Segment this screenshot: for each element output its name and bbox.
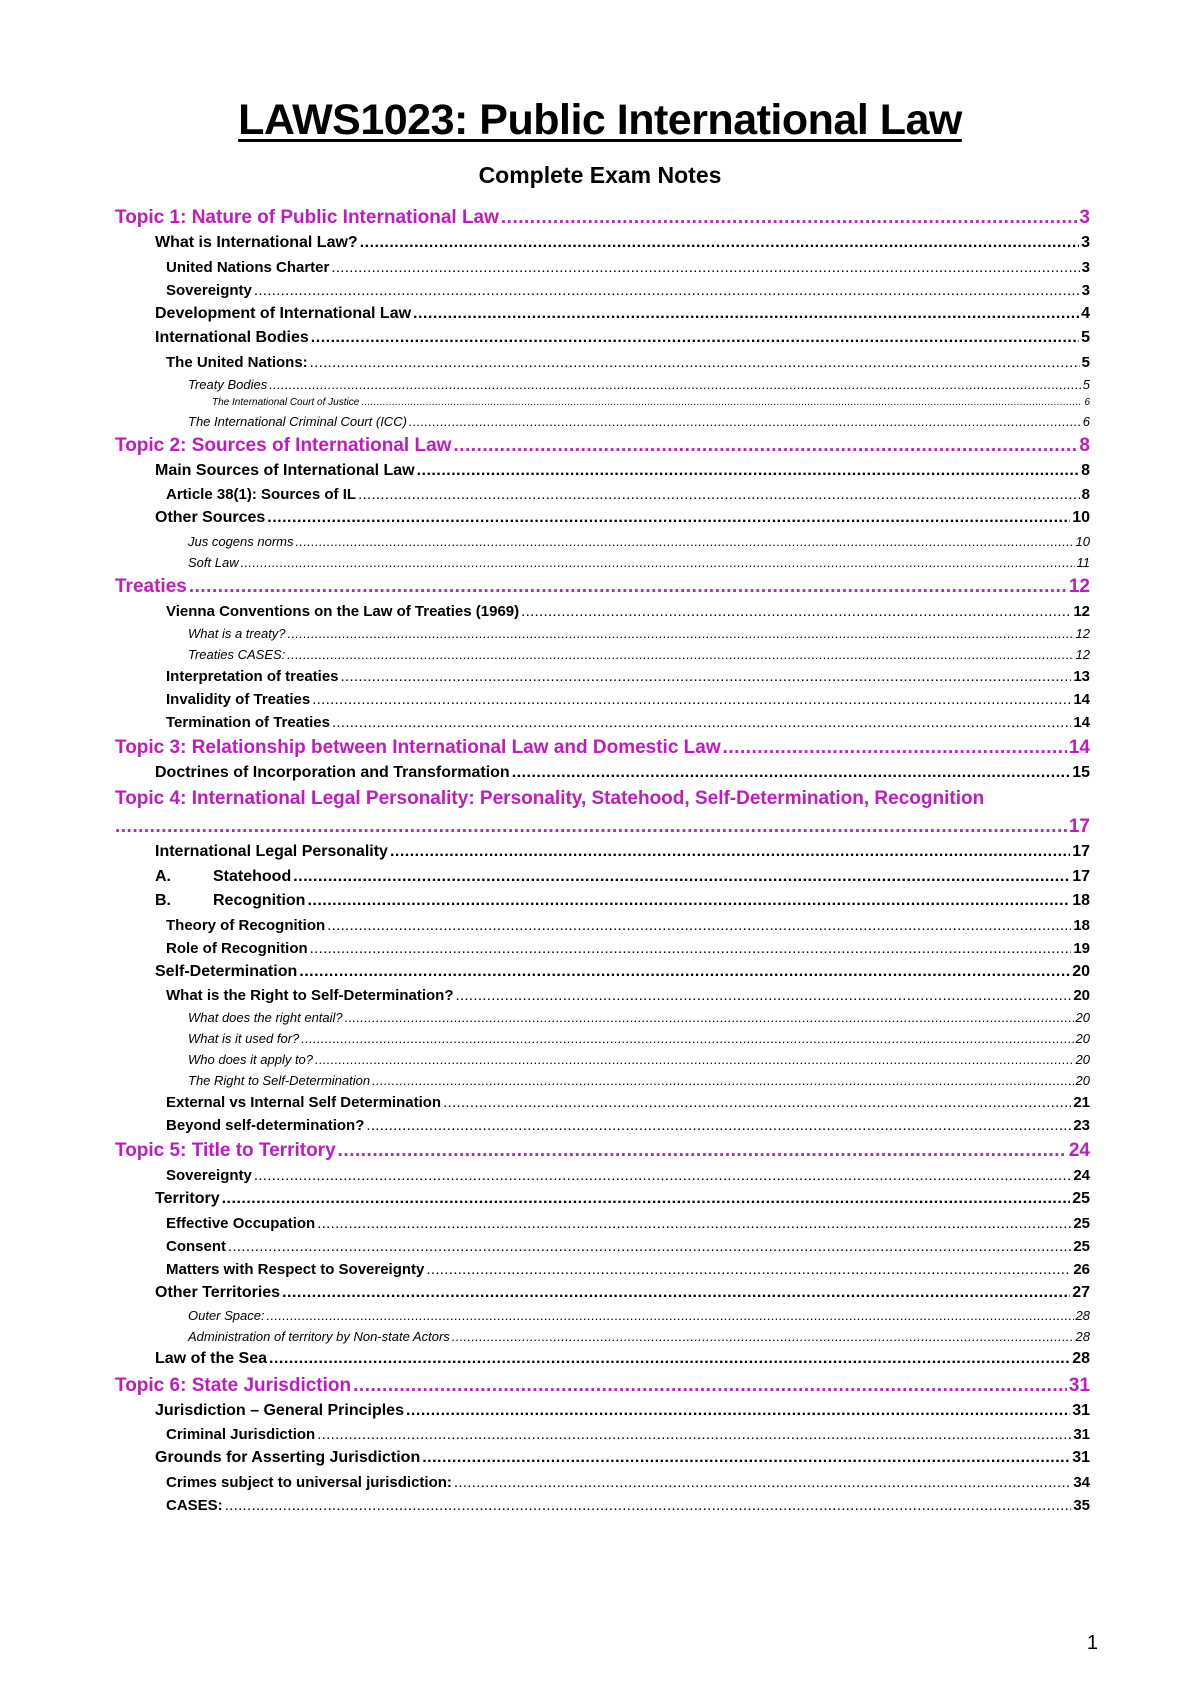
toc-page-number: 12 <box>1073 602 1090 620</box>
toc-entry-text: Theory of Recognition <box>166 916 326 934</box>
toc-entry[interactable] <box>115 351 1090 374</box>
dot-leader <box>372 1070 1073 1091</box>
dot-leader <box>287 644 1073 665</box>
toc-entry[interactable] <box>115 1446 1090 1471</box>
toc-entry[interactable] <box>115 1305 1090 1326</box>
toc-entry[interactable] <box>115 623 1090 644</box>
toc-page-number: 20 <box>1075 1052 1090 1067</box>
toc-entry[interactable] <box>115 1187 1090 1212</box>
dot-leader <box>311 326 1079 351</box>
toc-entry-text: Other Sources <box>155 509 266 526</box>
toc-entry[interactable] <box>115 688 1090 711</box>
toc-entry-text: Doctrines of Incorporation and Transformation <box>155 763 510 781</box>
dot-leader <box>317 1423 1071 1446</box>
toc-topic-heading[interactable] <box>115 1373 1090 1399</box>
toc-page-number: 24 <box>1068 1140 1090 1161</box>
toc-entry-label <box>155 865 291 890</box>
toc-entry[interactable] <box>115 1423 1090 1446</box>
toc-entry[interactable] <box>115 711 1090 734</box>
toc-entry[interactable] <box>115 1326 1090 1347</box>
toc-page-number: 3 <box>1081 281 1090 299</box>
dot-leader <box>267 1305 1074 1326</box>
dot-leader <box>358 483 1080 506</box>
toc-entry[interactable] <box>115 600 1090 623</box>
toc-entry-text: Matters with Respect to Sovereignty <box>166 1260 425 1278</box>
dot-leader <box>288 623 1074 644</box>
toc-page-number: 8 <box>1081 461 1090 479</box>
toc-entry-text: Jurisdiction – General Principles <box>155 1401 404 1419</box>
toc-entry-text: What is it used for? <box>188 1031 300 1046</box>
page-number: 1 <box>1086 1632 1098 1654</box>
toc-page-number: 20 <box>1075 1010 1090 1025</box>
toc-page-number: 20 <box>1075 1073 1090 1088</box>
toc-entry[interactable] <box>115 960 1090 985</box>
toc-entry-text: Self-Determination <box>155 962 298 980</box>
dot-leader <box>723 735 1067 761</box>
toc-entry[interactable] <box>115 1164 1090 1187</box>
toc-entry-text: Interpretation of treaties <box>166 667 339 685</box>
toc-entry[interactable] <box>115 840 1090 865</box>
dot-leader <box>361 395 1082 411</box>
dot-leader <box>452 1326 1074 1347</box>
toc-entry-text: CASES: <box>166 1496 223 1514</box>
toc-entry[interactable] <box>115 1007 1090 1028</box>
toc-entry-text: Topic 3: Relationship between International Law and Domestic Law <box>115 736 721 758</box>
toc-entry-text: Treaty Bodies <box>188 376 268 392</box>
toc-entry[interactable] <box>115 1347 1090 1372</box>
toc-page-number: 31 <box>1072 1401 1090 1419</box>
toc-page-number: 8 <box>1079 434 1090 456</box>
toc-page-number: 25 <box>1072 1190 1090 1207</box>
dot-leader <box>317 1212 1071 1235</box>
toc-page-number: 12 <box>1068 575 1090 597</box>
toc-entry[interactable] <box>115 761 1090 786</box>
dot-leader <box>241 552 1075 573</box>
toc-entry[interactable] <box>115 1212 1090 1235</box>
toc-entry[interactable] <box>115 256 1090 279</box>
toc-entry-text: Law of the Sea <box>155 1350 268 1367</box>
toc-entry[interactable] <box>115 552 1090 573</box>
toc-topic-heading[interactable]: Topic 4: International Legal Personality: Personality, Statehood, Self-Determination, Recognition <box>115 788 985 809</box>
toc-entry[interactable] <box>115 1399 1090 1424</box>
dot-leader <box>413 302 1079 327</box>
toc-entry-text: The United Nations: <box>166 353 308 371</box>
toc-entry-text: Topic 5: Title to Territory <box>115 1140 336 1161</box>
toc-page-number: 20 <box>1075 1031 1090 1046</box>
toc-topic-heading[interactable] <box>115 574 1090 600</box>
dot-leader <box>512 761 1071 786</box>
toc-entry-text: Who does it apply to? <box>188 1052 314 1067</box>
toc-entry[interactable] <box>115 506 1090 531</box>
dot-leader <box>269 1347 1070 1372</box>
toc-entry-text: What is International Law? <box>155 234 358 251</box>
toc-entry-text: What is a treaty? <box>188 625 286 641</box>
dot-leader <box>269 374 1081 395</box>
toc-entry-text: Termination of Treaties <box>166 713 330 731</box>
dot-leader <box>222 1187 1071 1212</box>
dot-leader <box>315 1049 1074 1070</box>
toc-entry-text: International Legal Personality <box>155 843 388 860</box>
document-title: LAWS1023: Public International Law <box>238 96 962 144</box>
toc-page-number: 3 <box>1081 234 1090 251</box>
dot-leader <box>282 1281 1070 1306</box>
toc-entry-text: Main Sources of International Law <box>155 461 415 479</box>
dot-leader <box>501 205 1078 231</box>
table-of-contents <box>115 204 1090 1517</box>
toc-entry[interactable] <box>115 326 1090 351</box>
toc-entry-text: What does the right entail? <box>188 1010 343 1025</box>
toc-entry[interactable] <box>115 914 1090 937</box>
dot-leader <box>453 433 1077 459</box>
toc-entry-text: Criminal Jurisdiction <box>166 1426 316 1443</box>
toc-page-number: 13 <box>1073 667 1090 685</box>
dot-leader <box>390 840 1070 865</box>
toc-entry[interactable] <box>115 231 1090 256</box>
toc-page-number: 5 <box>1081 353 1090 371</box>
toc-page-number: 18 <box>1072 892 1090 909</box>
toc-entry-text: Beyond self-determination? <box>166 1117 365 1134</box>
toc-page-number: 12 <box>1075 646 1090 662</box>
dot-leader <box>189 574 1067 600</box>
dot-leader <box>341 665 1072 688</box>
toc-entry-text: Grounds for Asserting Jurisdiction <box>155 1449 421 1466</box>
dot-leader <box>228 1235 1071 1258</box>
toc-entry[interactable] <box>115 937 1090 960</box>
toc-entry-text: Role of Recognition <box>166 939 308 957</box>
toc-page-number: 18 <box>1073 916 1090 934</box>
dot-leader <box>267 506 1070 531</box>
toc-entry[interactable] <box>115 411 1090 432</box>
toc-entry-text: Administration of territory by Non-state Actors <box>188 1329 450 1344</box>
toc-page-number: 3 <box>1079 207 1090 228</box>
toc-entry-text: Invalidity of Treaties <box>166 690 311 708</box>
toc-entry[interactable] <box>115 1471 1090 1494</box>
toc-entry-text: Effective Occupation <box>166 1214 316 1232</box>
dot-leader <box>115 814 1067 840</box>
toc-entry-text: International Bodies <box>155 329 309 346</box>
toc-entry[interactable] <box>115 1235 1090 1258</box>
toc-entry-text: Other Territories <box>155 1283 281 1301</box>
toc-page-number: 31 <box>1068 1374 1090 1396</box>
toc-entry-text: Topic 1: Nature of Public International Law <box>115 207 499 228</box>
toc-entry[interactable] <box>115 1494 1090 1517</box>
toc-entry-text: Topic 6: State Jurisdiction <box>115 1374 352 1396</box>
toc-entry-text: Topic 2: Sources of International Law <box>115 434 452 456</box>
toc-entry[interactable] <box>115 889 1090 914</box>
toc-page-number: 20 <box>1073 987 1090 1004</box>
dot-leader <box>296 531 1074 552</box>
toc-entry[interactable] <box>115 1049 1090 1070</box>
toc-entry-text: Sovereignty <box>166 281 252 299</box>
dot-leader <box>254 1164 1071 1187</box>
dot-leader <box>353 1373 1067 1399</box>
toc-entry-text: Sovereignty <box>166 1167 252 1184</box>
toc-page-number: 35 <box>1073 1496 1090 1514</box>
toc-entry[interactable] <box>115 984 1090 1007</box>
dot-leader <box>426 1258 1071 1281</box>
dot-leader <box>443 1091 1071 1114</box>
dot-leader <box>301 1028 1073 1049</box>
toc-entry[interactable] <box>115 483 1090 506</box>
toc-entry-text: Consent <box>166 1237 226 1255</box>
toc-page-number: 21 <box>1073 1094 1090 1111</box>
toc-entry[interactable] <box>115 302 1090 327</box>
toc-page-number: 31 <box>1072 1449 1090 1466</box>
toc-entry[interactable] <box>115 1091 1090 1114</box>
toc-entry-text: Recognition <box>213 892 306 909</box>
toc-list-marker: A. <box>155 867 171 885</box>
dot-leader <box>456 984 1072 1007</box>
dot-leader <box>310 937 1072 960</box>
toc-page-number: 6 <box>1082 413 1090 429</box>
toc-page-number: 10 <box>1075 533 1090 549</box>
toc-entry[interactable] <box>115 1070 1090 1091</box>
toc-topic-heading[interactable] <box>115 205 1090 231</box>
toc-page-number: 26 <box>1073 1260 1090 1278</box>
toc-page-number: 25 <box>1073 1237 1090 1255</box>
dot-leader <box>310 351 1080 374</box>
toc-entry-text: Treaties CASES: <box>188 646 286 662</box>
toc-entry-text: What is the Right to Self-Determination? <box>166 987 454 1004</box>
dot-leader <box>307 889 1070 914</box>
toc-entry[interactable] <box>115 395 1090 411</box>
dot-leader <box>345 1007 1074 1028</box>
toc-page-number: 34 <box>1073 1473 1090 1491</box>
toc-entry-label <box>155 889 305 914</box>
toc-entry-continuation[interactable] <box>115 814 1090 840</box>
dot-leader <box>293 865 1070 890</box>
toc-entry-text: Jus cogens norms <box>188 533 294 549</box>
toc-list-marker: B. <box>155 892 171 909</box>
toc-entry-text: The Right to Self-Determination <box>188 1073 371 1088</box>
document-subtitle: Complete Exam Notes <box>478 162 722 188</box>
dot-leader <box>454 1471 1071 1494</box>
toc-entry[interactable] <box>115 1114 1090 1137</box>
toc-page-number: 17 <box>1068 816 1090 837</box>
dot-leader <box>366 1114 1071 1137</box>
toc-topic-heading[interactable] <box>115 1138 1090 1164</box>
toc-page-number: 14 <box>1068 736 1090 758</box>
toc-page-number: 11 <box>1076 554 1090 570</box>
toc-page-number: 14 <box>1073 713 1090 731</box>
toc-entry[interactable] <box>115 279 1090 302</box>
dot-leader <box>299 960 1070 985</box>
dot-leader <box>406 1399 1070 1424</box>
toc-entry-text: The International Criminal Court (ICC) <box>188 413 407 429</box>
toc-page-number: 20 <box>1072 962 1090 980</box>
dot-leader <box>422 1446 1070 1471</box>
toc-entry-text: The International Court of Justice <box>212 396 360 408</box>
toc-page-number: 5 <box>1081 329 1090 346</box>
toc-page-number: 5 <box>1082 376 1090 392</box>
toc-entry[interactable] <box>115 665 1090 688</box>
toc-entry[interactable] <box>115 1028 1090 1049</box>
dot-leader <box>327 914 1071 937</box>
dot-leader <box>521 600 1071 623</box>
toc-page-number: 8 <box>1081 486 1090 503</box>
toc-page-number: 28 <box>1075 1308 1090 1323</box>
toc-entry[interactable] <box>115 1258 1090 1281</box>
toc-page-number: 6 <box>1084 396 1090 408</box>
toc-topic-heading[interactable] <box>115 433 1090 459</box>
toc-page-number: 17 <box>1072 867 1090 885</box>
toc-page-number: 12 <box>1075 625 1090 641</box>
toc-page-number: 4 <box>1081 304 1090 322</box>
dot-leader <box>360 231 1079 256</box>
toc-page-number: 31 <box>1073 1426 1090 1443</box>
toc-page-number: 25 <box>1073 1214 1090 1232</box>
dot-leader <box>312 688 1071 711</box>
dot-leader <box>332 711 1071 734</box>
toc-page-number: 28 <box>1072 1350 1090 1367</box>
toc-entry-text: Territory <box>155 1190 220 1207</box>
toc-page-number: 28 <box>1075 1329 1090 1344</box>
dot-leader <box>417 459 1080 484</box>
toc-entry-text: External vs Internal Self Determination <box>166 1094 442 1111</box>
dot-leader <box>338 1138 1067 1164</box>
toc-page-number: 19 <box>1073 939 1090 957</box>
dot-leader <box>225 1494 1072 1517</box>
toc-page-number: 23 <box>1073 1117 1090 1134</box>
toc-entry-text: United Nations Charter <box>166 258 330 276</box>
toc-page-number: 3 <box>1081 258 1090 276</box>
toc-entry-text: Soft Law <box>188 554 239 570</box>
toc-page-number: 15 <box>1072 763 1090 781</box>
toc-page-number: 24 <box>1073 1167 1090 1184</box>
toc-entry[interactable] <box>115 865 1090 890</box>
toc-page-number: 10 <box>1072 509 1090 526</box>
toc-entry-text: Treaties <box>115 575 187 597</box>
toc-entry-text: Development of International Law <box>155 304 412 322</box>
toc-entry[interactable] <box>115 531 1090 552</box>
toc-page-number: 14 <box>1073 690 1090 708</box>
toc-entry[interactable] <box>115 459 1090 484</box>
toc-page-number: 27 <box>1072 1283 1090 1301</box>
toc-entry[interactable] <box>115 644 1090 665</box>
toc-topic-heading[interactable] <box>115 735 1090 761</box>
toc-entry[interactable] <box>115 374 1090 395</box>
toc-entry-text: Outer Space: <box>188 1308 265 1323</box>
toc-entry-text: Article 38(1): Sources of IL <box>166 486 357 503</box>
toc-entry-text: Crimes subject to universal jurisdiction: <box>166 1473 452 1491</box>
toc-entry[interactable] <box>115 1281 1090 1306</box>
dot-leader <box>254 279 1080 302</box>
toc-page-number: 17 <box>1072 843 1090 860</box>
toc-entry-text: Vienna Conventions on the Law of Treaties (1969) <box>166 602 520 620</box>
dot-leader <box>409 411 1081 432</box>
dot-leader <box>331 256 1079 279</box>
toc-entry-text: Statehood <box>213 867 292 885</box>
